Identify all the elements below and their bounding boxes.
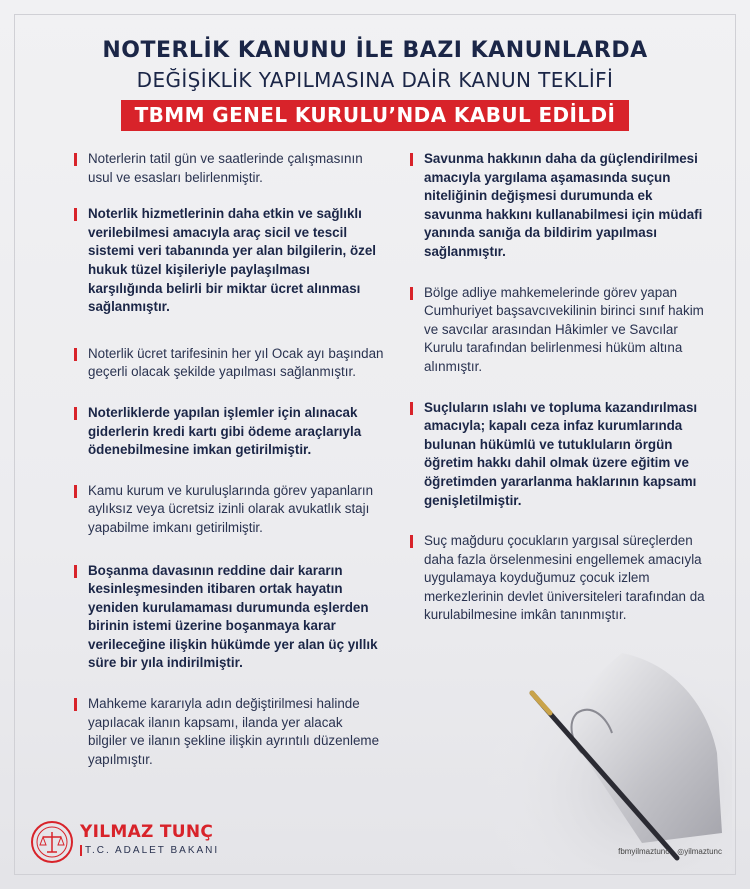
facebook-handle[interactable]: fbmyilmaztunc <box>618 847 670 856</box>
list-item: Bölge adliye mahkemelerinde görev yapan Cumhuriyet başsavcıvekilinin birinci sınıf hakim ve savcılar arasından Hâkimler ve Savcılar Kurulu tarafından belirlenmesi hüküm altına alınmıştır. <box>410 284 710 377</box>
instagram-handle[interactable]: ◎yilmaztunc <box>677 847 722 856</box>
list-item: Noterlerin tatil gün ve saatlerinde çalışmasının usul ve esasları belirlenmiştir. <box>74 150 384 187</box>
header <box>0 36 750 131</box>
list-item: Noterlik hizmetlerinin daha etkin ve sağlıklı verilebilmesi amacıyla araç sicil ve tescil sistemi veri tabanında yer alan bilgilerin, özel hukuk tüzel kişileriyle paylaşılması karşılığında belirli bir miktar ücret alınması sağlanmıştır. <box>74 205 384 317</box>
highlight-banner: TBMM GENEL KURULU’NDA KABUL EDİLDİ <box>121 100 630 131</box>
list-item: Noterliklerde yapılan işlemler için alınacak giderlerin kredi kartı gibi ödeme araçlarıyla ödenebilmesine imkan getirilmiştir. <box>74 404 384 460</box>
hand-pen-illustration <box>472 633 732 873</box>
facebook-icon: f <box>618 847 621 856</box>
brand-name: YILMAZ TUNÇ <box>80 822 214 842</box>
list-item: Noterlik ücret tarifesinin her yıl Ocak ayı başından geçerli olacak şekilde yapılması sağlanmıştır. <box>74 345 384 382</box>
ministry-emblem-icon <box>30 820 74 864</box>
brand-title: T.C. ADALET BAKANI <box>80 845 219 856</box>
list-item: Kamu kurum ve kuruluşlarında görev yapanların aylıksız veya ücretsiz izinli olarak avukatlık stajı yapabilme imkanı getirilmiştir. <box>74 482 384 538</box>
left-column <box>74 150 384 769</box>
instagram-icon: ◎ <box>677 847 685 856</box>
title-line-2: DEĞİŞİKLİK YAPILMASINA DAİR KANUN TEKLİFİ <box>136 68 614 92</box>
list-item: Mahkeme kararıyla adın değiştirilmesi halinde yapılacak ilanın kapsamı, ilanda yer alacak bilgiler ve ilanın şekline ilişkin ayrıntılı düzenleme yapılmıştır. <box>74 695 384 769</box>
title-line-1: NOTERLİK KANUNU İLE BAZI KANUNLARDA <box>102 38 648 63</box>
right-column <box>410 150 710 625</box>
list-item: Boşanma davasının reddine dair kararın kesinleşmesinden itibaren ortak hayatın yeniden kurulamaması durumunda eşlerden birinin istemi üzerine boşanmaya karar verileceğine ilişkin hükümde yer alan üç yıllık süre bir yıla indirilmiştir. <box>74 562 384 674</box>
list-item: Savunma hakkının daha da güçlendirilmesi amacıyla yargılama aşamasında suçun niteliğinin değişmesi durumunda ek savunma hakkını kullanabilmesi için müdafi yanında sanığa da bildirim yapılması sağlanmıştır. <box>410 150 710 262</box>
social-handles <box>618 847 722 856</box>
list-item: Suçluların ıslahı ve topluma kazandırılması amacıyla; kapalı ceza infaz kurumlarında bulunan hükümlü ve tutukluların örgün öğretim hakkı dahil olmak üzere eğitim ve öğretimden yararlanma haklarının kapsamı genişletilmiştir. <box>410 399 710 511</box>
list-item: Suç mağduru çocukların yargısal süreçlerden daha fazla örselenmesini engellemek amacıyla uygulamaya koyduğumuz çocuk izlem merkezlerinin devlet üniversiteleri tarafından da kurulabilmesine imkân tanınmıştır. <box>410 532 710 625</box>
